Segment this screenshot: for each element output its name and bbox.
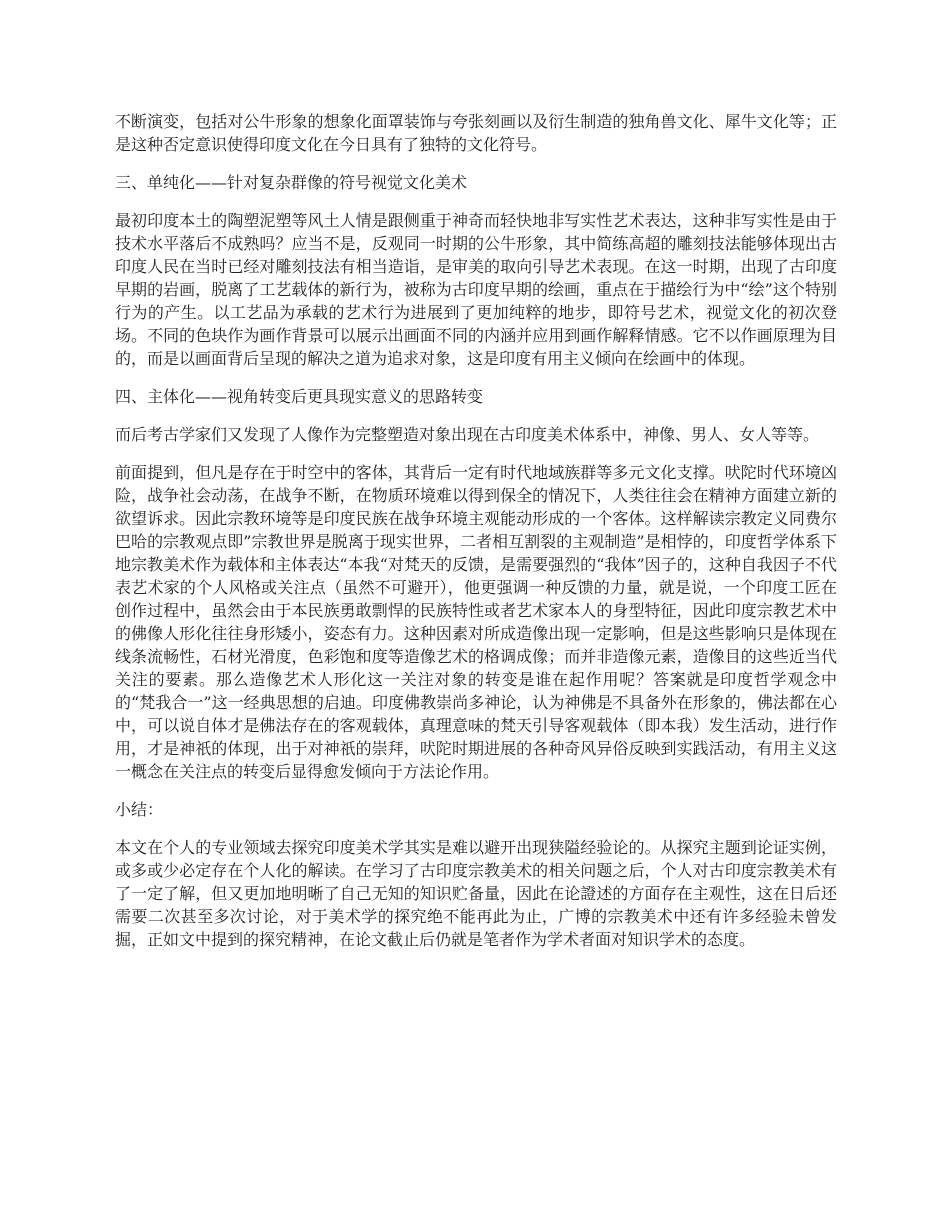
document-body — [115, 110, 837, 966]
section-heading-3: 三、单纯化——针对复杂群像的符号视觉文化美术 — [115, 173, 468, 192]
paragraph-3: 而后考古学家们又发现了人像作为完整塑造对象出现在古印度美术体系中，神像、男人、女人等等。 — [115, 425, 820, 444]
summary-heading: 小结： — [115, 800, 164, 819]
summary-paragraph: 本文在个人的专业领域去探究印度美术学其实是难以避开出现狭隘经验论的。从探究主题到论证实例，或多或少必定存在个人化的解读。在学习了古印度宗教美术的相关问题之后，个人对古印度宗教美术有了一定了解，但又更加地明晰了自己无知的知识贮备量，因此在论證述的方面存在主观性，这在日后还需要二次甚至多次讨论，对于美术学的探究绝不能再此为止，广博的宗教美术中还有许多经验未曾发掘，正如文中提到的探究精神，在论文截止后仍就是笔者作为学术者面对知识学术的态度。 — [115, 838, 837, 949]
section-heading-4: 四、主体化——视角转变后更具现实意义的思路转变 — [115, 387, 484, 406]
paragraph-4: 前面提到，但凡是存在于时空中的客体，其背后一定有时代地域族群等多元文化支撑。吠陀时代环境凶险，战争社会动荡，在战争不断，在物质环境难以得到保全的情况下，人类往往会在精神方面建立新的欲望诉求。因此宗教环境等是印度民族在战争环境主观能动形成的一个客体。这样解读宗教定义同费尔巴哈的宗教观点即”宗教世界是脱离于现实世界，二者相互割裂的主观制造”是相悖的，印度哲学体系下地宗教美术作为载体和主体表达“本我“对梵天的反馈，是需要强烈的“我体”因子的，这种自我因子不代表艺术家的个人风格或关注点（虽然不可避开），他更强调一种反馈的力量，就是说，一个印度工匠在创作过程中，虽然会由于本民族勇敢剽悍的民族特性或者艺术家本人的身型特征，因此印度宗教艺术中的佛像人形化往往身形矮小，姿态有力。这种因素对所成造像出现一定影响，但是这些影响只是体现在线条流畅性，石材光滑度，色彩饱和度等造像艺术的格调成像；而并非造像元素，造像目的这些近当代关注的要素。那么造像艺术人形化这一关注对象的转变是谁在起作用呢？答案就是印度哲学观念中的“梵我合一”这一经典思想的启迪。印度佛教崇尚多神论，认为神佛是不具备外在形象的，佛法都在心中，可以说自体才是佛法存在的客观载体，真理意味的梵天引导客观载体（即本我）发生活动，进行作用，才是神祇的体现，出于对神祇的崇拜，吠陀时期进展的各种奇风异俗反映到实践活动，有用主义这一概念在关注点的转变后显得愈发倾向于方法论作用。 — [115, 463, 837, 781]
paragraph-1: 不断演变，包括对公牛形象的想象化面罩装饰与夸张刻画以及衍生制造的独角兽文化、犀牛文化等；正是这种否定意识使得印度文化在今日具有了独特的文化符号。 — [115, 112, 837, 154]
paragraph-2: 最初印度本土的陶塑泥塑等风土人情是跟侧重于神奇而轻快地非写实性艺术表达，这种非写实性是由于技术水平落后不成熟吗？应当不是，反观同一时期的公牛形象，其中简练高超的雕刻技法能够体现出古印度人民在当时已经对雕刻技法有相当造诣，是审美的取向引导艺术表现。在这一时期，出现了古印度早期的岩画，脱离了工艺载体的新行为，被称为古印度早期的绘画，重点在于描绘行为中“绘”这个特别行为的产生。以工艺品为承载的艺术行为进展到了更加纯粹的地步，即符号艺术，视觉文化的初次登场。不同的色块作为画作背景可以展示出画面不同的内涵并应用到画作解释情感。它不以作画原理为目的，而是以画面背后呈现的解决之道为追求对象，这是印度有用主义倾向在绘画中的体现。 — [115, 211, 837, 368]
